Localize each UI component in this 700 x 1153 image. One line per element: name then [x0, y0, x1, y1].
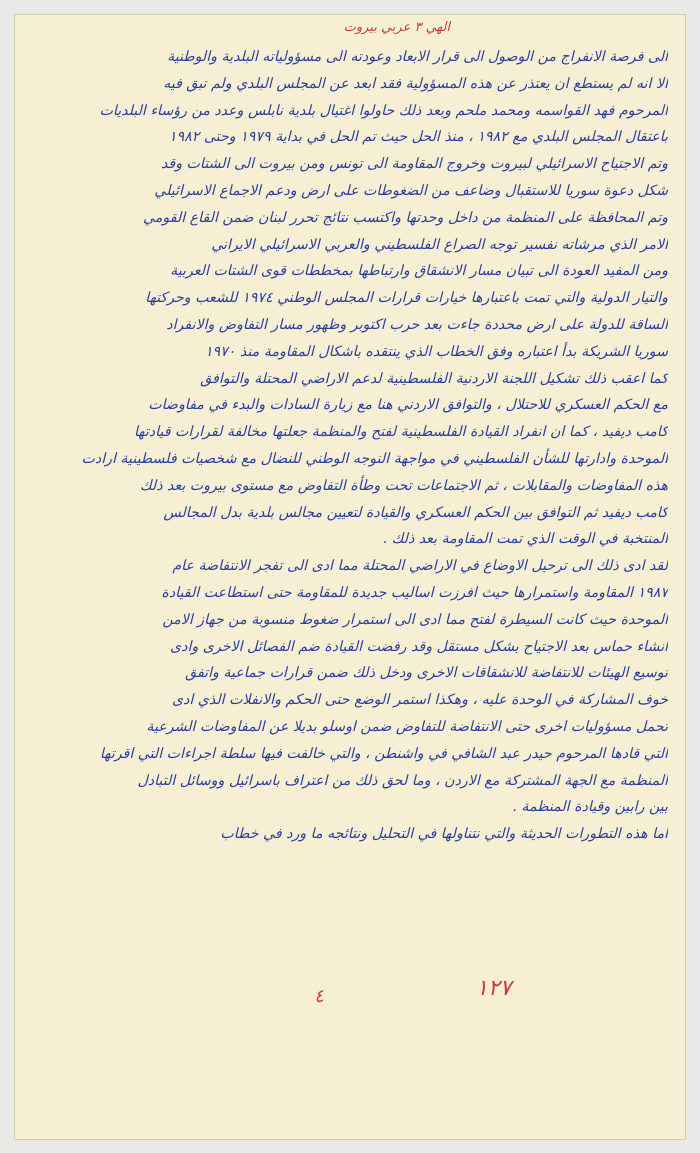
text-line: التي قادها المرحوم حيدر عبد الشافي في واشنطن ، والتي خالفت فيها سلطة اجراءات التي اقرتها	[99, 745, 668, 762]
text-line: خوف المشاركة في الوحدة عليه ، وهكذا استمر الوضع حتى الحكم والانفلات الذي ادى	[171, 692, 668, 709]
handwritten-body	[36, 44, 668, 1019]
page-number: ٤	[312, 985, 325, 1008]
text-line: ١٩٨٧ المقاومة واستمرارها حيث افرزت اساليب جديدة للمقاومة حتى استطاعت القيادة	[161, 584, 668, 601]
text-line: المنتخبة في الوقت الذي تمت المقاومة بعد ذلك .	[382, 531, 668, 548]
text-line: كما اعقب ذلك تشكيل اللجنة الاردنية الفلسطينية لدعم الاراضي المحتلة والتوافق	[200, 370, 668, 387]
text-line: تحمل مسؤوليات اخرى حتى الانتفاضة للتفاوض ضمن اوسلو بديلا عن المفاوضات الشرعية	[146, 718, 668, 735]
text-line: باعتقال المجلس البلدي مع ١٩٨٢ ، منذ الحل حيث تم الحل في بداية ١٩٧٩ وحتى ١٩٨٢	[168, 129, 668, 146]
text-line: كامب ديفيد ثم التوافق بين الحكم العسكري والقيادة لتعيين مجالس بلدية بدل المجالس	[163, 504, 668, 521]
text-line: وتم المحافظة على المنظمة من داخل وحدتها واكتسب نتائج تحرر لبنان ضمن القاع القومي	[142, 209, 668, 226]
text-line: ومن المفيد العودة الى تبيان مسار الانشقاق وارتباطها بمخططات قوى الشتات العربية	[170, 263, 668, 280]
text-line: وتم الاجتياح الاسرائيلي لبيروت وخروج المقاومة الى تونس ومن بيروت الى الشتات وقد	[160, 156, 668, 173]
header-note: الهي ٣ عربي بيروت	[343, 20, 450, 35]
text-line: هذه المفاوضات والمقابلات ، ثم الاجتماعات تحت وطأة التفاوض مع مستوى بيروت بعد ذلك	[139, 477, 668, 494]
text-line: مع الحكم العسكري للاحتلال ، والتوافق الاردني هنا مع زيارة السادات والبدء في مفاوضات	[148, 397, 668, 414]
text-line: توسيع الهيئات للانتفاضة للانشقاقات الاخرى ودخل ذلك ضمن قرارات جماعية واتفق	[185, 665, 668, 682]
text-line: الامر الذي مرشاته نفسير توجه الصراع الفلسطيني والعربي الاسرائيلي الايراني	[211, 236, 668, 253]
text-line: اما هذه التطورات الحديثة والتي نتناولها في التحليل ونتائجه ما ورد في خطاب	[220, 826, 668, 843]
text-line: الموحدة حيث كانت السيطرة لفتح مما ادى الى استمرار ضغوط منسوبة من جهاز الامن	[162, 611, 668, 628]
text-line: بين رابين وقيادة المنظمة .	[512, 799, 668, 816]
text-line: انشاء حماس بعد الاجتياح بشكل مستقل وقد رفضت القيادة ضم الفصائل الاخرى وادى	[170, 638, 668, 655]
text-line: والتيار الدولية والتي تمت باعتبارها خيارات قرارات المجلس الوطني ١٩٧٤ للشعب وحركتها	[145, 290, 668, 307]
text-line: لقد ادى ذلك الى ترحيل الاوضاع في الاراضي المحتلة مما ادى الى تفجر الانتفاضة عام	[172, 558, 668, 575]
document-page	[14, 14, 686, 1140]
text-line: الا انه لم يستطع ان يعتذر عن هذه المسؤولية فقد ابعد عن المجلس البلدي ولم تبق فيه	[163, 75, 668, 92]
text-line: الموحدة وادارتها للشأن الفلسطيني في مواجهة النوجه الوطني للنضال مع شخصيات فلسطينية ارادت	[81, 450, 668, 467]
text-line: شكل دعوة سوريا للاستقبال وضاعف من الضغوطات على ارض ودعم الاجماع الاسرائيلي	[154, 182, 668, 199]
text-line: الى فرصة الانفراج من الوصول الى قرار الابعاد وعودته الى مسؤولياته البلدية والوطنية	[167, 49, 668, 65]
text-line: المنظمة مع الجهة المشتركة مع الاردن ، وما لحق ذلك من اعتراف باسرائيل ووسائل التبادل	[137, 772, 668, 789]
text-line: المرحوم فهد القواسمه ومحمد ملحم وبعد ذلك حاولوا اغتيال بلدية نابلس وعدد من رؤساء البلديات	[99, 102, 668, 119]
text-line: الساقة للدولة على ارض محددة جاءت بعد حرب اكتوبر وظهور مسار التفاوض والانفراد	[166, 316, 668, 333]
page-code: ١٢٧	[476, 976, 512, 1001]
text-line: كامب ديفيد ، كما ان انفراد القيادة الفلسطينية لفتح والمنظمة جعلتها مخالفة لقرارات قيادتها	[133, 424, 668, 441]
text-line: سوريا الشريكة بدأ اعتباره وفق الخطاب الذي ينتقده باشكال المقاومة منذ ١٩٧٠	[204, 343, 668, 360]
